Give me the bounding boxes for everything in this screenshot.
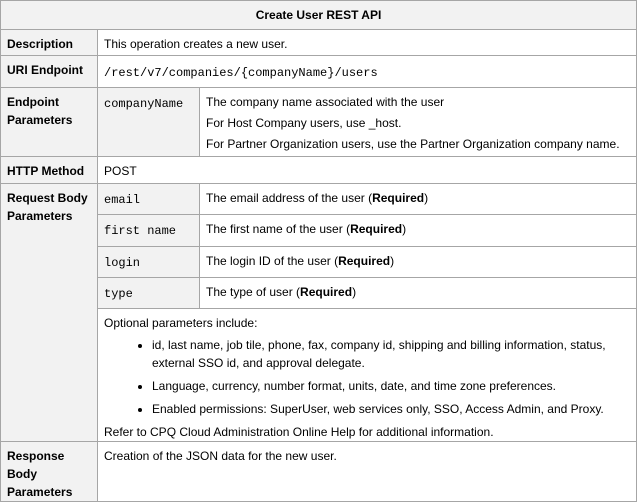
required-flag: Required [338,254,391,268]
response-body-value: Creation of the JSON data for the new user. [98,442,637,502]
list-item: • Enabled permissions: SuperUser, web services only, SSO, Access Admin, and Proxy. [152,400,630,418]
request-param-name: type [98,278,200,309]
optional-list [104,336,630,418]
response-body-label: Response Body Parameters [1,442,98,502]
request-param-name: login [98,247,200,278]
param-desc-text: The login ID of the user ( [206,254,339,268]
http-method-row [1,157,637,184]
param-desc-text: The type of user ( [206,285,301,299]
request-body-label: Request Body Parameters [1,184,98,442]
uri-row [1,56,637,88]
param-desc-close: ) [352,285,357,299]
endpoint-params-label: Endpoint Parameters [1,88,98,157]
uri-value: /rest/v7/companies/{companyName}/users [104,66,378,80]
http-method-label: HTTP Method [1,157,98,184]
list-item: • Language, currency, number format, units, date, and time zone preferences. [152,377,630,395]
optional-params-cell [98,309,637,442]
request-param-name: email [98,184,200,215]
uri-cell [98,56,637,88]
request-param-row [1,184,637,215]
param-desc-close: ) [390,254,395,268]
refer-note: Refer to CPQ Cloud Administration Online Help for additional information. [104,425,494,439]
param-desc-text: The first name of the user ( [206,222,351,236]
request-param-desc [200,278,637,309]
description-value: This operation creates a new user. [98,30,637,56]
request-param-name: first name [98,215,200,247]
endpoint-param-line: For Host Company users, use _host. [206,116,402,130]
required-flag: Required [350,222,403,236]
title-row [1,1,637,30]
endpoint-param-name: companyName [98,88,200,157]
description-row [1,30,637,56]
request-param-desc [200,215,637,247]
http-method-value: POST [98,157,637,184]
required-flag: Required [300,285,353,299]
endpoint-params-row [1,88,637,157]
param-desc-close: ) [402,222,407,236]
uri-label: URI Endpoint [1,56,98,88]
endpoint-param-line: The company name associated with the user [206,95,445,109]
endpoint-param-line: For Partner Organization users, use the Partner Organization company name. [206,137,620,151]
list-item: • id, last name, job tile, phone, fax, company id, shipping and billing information, status, external SSO id, and approval delegate. [152,336,630,372]
request-param-desc [200,184,637,215]
param-desc-close: ) [424,191,429,205]
description-label: Description [1,30,98,56]
param-desc-text: The email address of the user ( [206,191,373,205]
endpoint-param-desc [200,88,637,157]
response-body-row [1,442,637,502]
table-title: Create User REST API [1,1,637,30]
optional-intro: Optional parameters include: [104,316,258,330]
required-flag: Required [372,191,425,205]
request-param-desc [200,247,637,278]
